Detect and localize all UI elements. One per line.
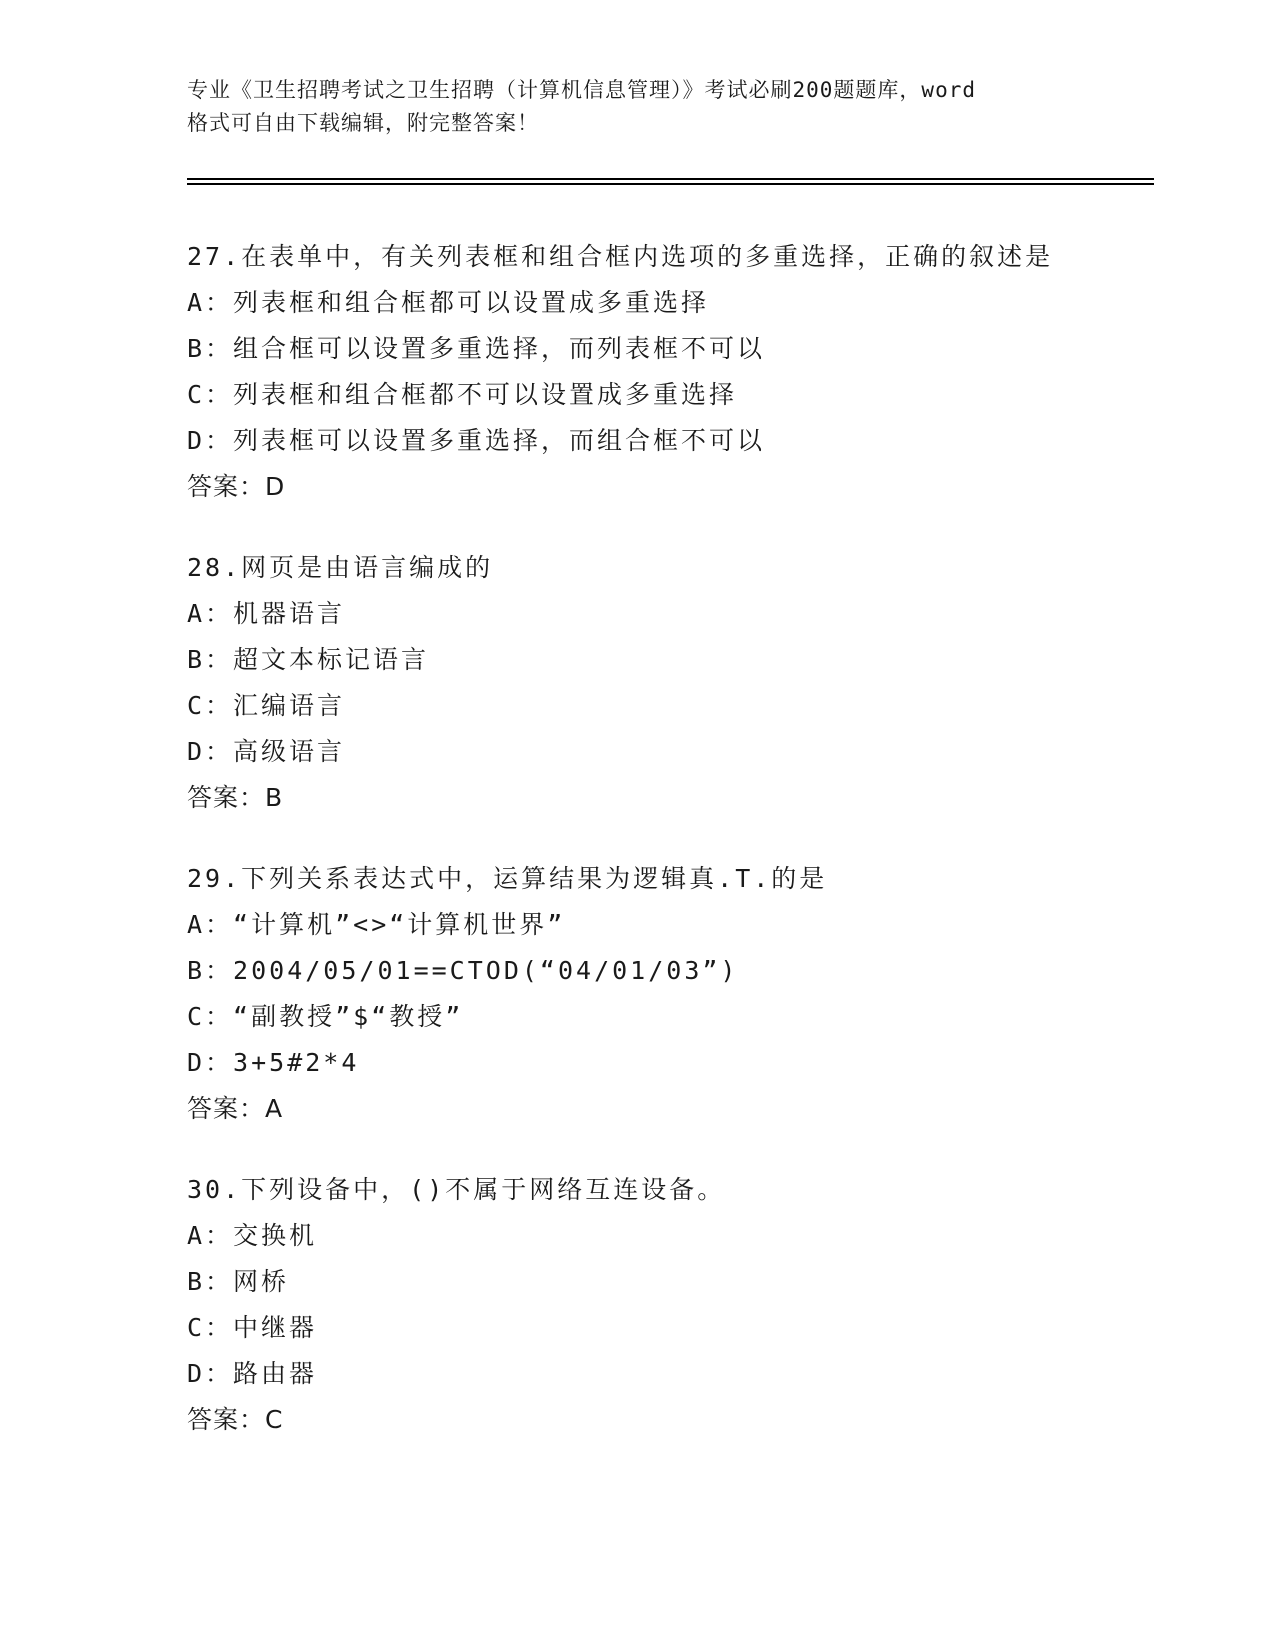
header-line-1: 专业《卫生招聘考试之卫生招聘（计算机信息管理）》考试必刷200题题库，word	[187, 78, 976, 102]
question-list	[187, 234, 1167, 1478]
document-header	[187, 74, 1087, 140]
question-30	[187, 1167, 1167, 1443]
option-b: B：网桥	[187, 1267, 290, 1296]
option-b: B：组合框可以设置多重选择，而列表框不可以	[187, 334, 766, 363]
option-d: D：高级语言	[187, 737, 346, 766]
question-stem: 27.在表单中，有关列表框和组合框内选项的多重选择，正确的叙述是	[187, 242, 1054, 271]
header-divider-top	[187, 178, 1154, 180]
question-stem: 28.网页是由语言编成的	[187, 553, 494, 582]
question-stem: 30.下列设备中，()不属于网络互连设备。	[187, 1175, 726, 1204]
answer-line: 答案：B	[187, 783, 284, 812]
question-27	[187, 234, 1167, 510]
answer-line: 答案：C	[187, 1405, 284, 1434]
option-d: D：3+5#2*4	[187, 1048, 360, 1077]
option-b: B：2004/05/01==CTOD(“04/01/03”)	[187, 956, 739, 985]
question-stem: 29.下列关系表达式中，运算结果为逻辑真.T.的是	[187, 864, 828, 893]
answer-line: 答案：A	[187, 1094, 284, 1123]
option-d: D：列表框可以设置多重选择，而组合框不可以	[187, 426, 766, 455]
option-c: C：汇编语言	[187, 691, 346, 720]
option-a: A：交换机	[187, 1221, 318, 1250]
answer-line: 答案：D	[187, 472, 286, 501]
option-a: A：“计算机”<>“计算机世界”	[187, 910, 566, 939]
option-d: D：路由器	[187, 1359, 318, 1388]
option-c: C：中继器	[187, 1313, 318, 1342]
option-a: A：列表框和组合框都可以设置成多重选择	[187, 288, 710, 317]
header-line-2: 格式可自由下载编辑，附完整答案！	[187, 111, 539, 135]
question-28	[187, 545, 1167, 821]
question-29	[187, 856, 1167, 1132]
option-a: A：机器语言	[187, 599, 346, 628]
option-b: B：超文本标记语言	[187, 645, 430, 674]
option-c: C：列表框和组合框都不可以设置成多重选择	[187, 380, 738, 409]
option-c: C：“副教授”$“教授”	[187, 1002, 464, 1031]
header-divider-bottom	[187, 183, 1154, 185]
